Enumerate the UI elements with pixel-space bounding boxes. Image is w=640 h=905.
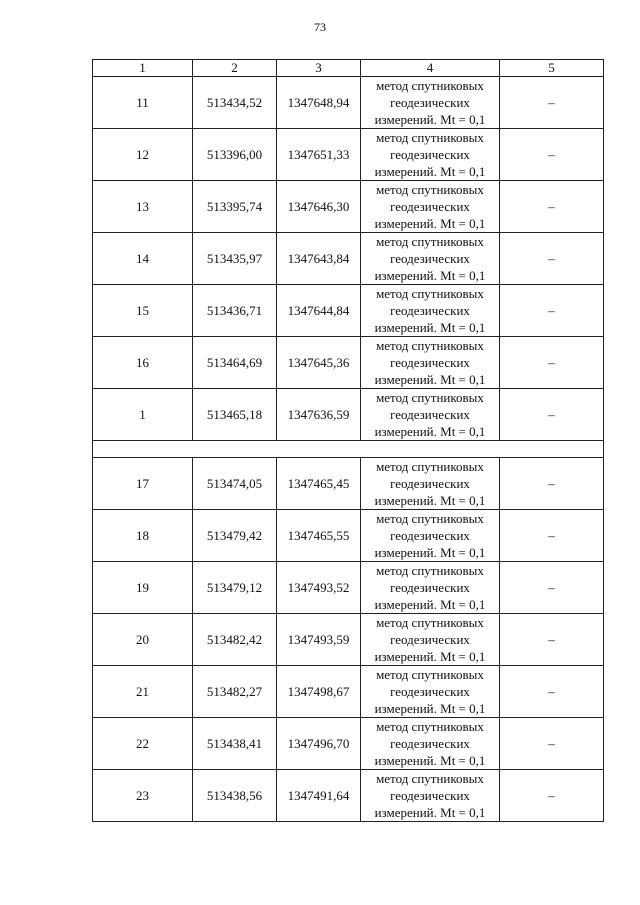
- method-line: геодезических: [390, 528, 470, 543]
- dash-value: –: [500, 458, 604, 510]
- method-line: метод спутниковых: [376, 459, 484, 474]
- method-line: метод спутниковых: [376, 130, 484, 145]
- coordinates-table: [92, 59, 604, 822]
- coordinate-x: 513395,74: [193, 181, 277, 233]
- method-line: метод спутниковых: [376, 338, 484, 353]
- dash-value: –: [500, 389, 604, 441]
- table-row: [93, 181, 604, 233]
- method-line: геодезических: [390, 147, 470, 162]
- table-row: [93, 510, 604, 562]
- header-col-3: 3: [277, 60, 361, 77]
- point-number: 19: [93, 562, 193, 614]
- method-line: геодезических: [390, 788, 470, 803]
- coordinate-x: 513465,18: [193, 389, 277, 441]
- separator-row: [93, 441, 604, 458]
- table-row: [93, 562, 604, 614]
- method-description: [361, 233, 500, 285]
- method-line: метод спутниковых: [376, 615, 484, 630]
- point-number: 17: [93, 458, 193, 510]
- table-row: [93, 718, 604, 770]
- method-description: [361, 562, 500, 614]
- point-number: 18: [93, 510, 193, 562]
- method-line: измерений. Mt = 0,1: [374, 805, 486, 820]
- method-description: [361, 285, 500, 337]
- method-description: [361, 666, 500, 718]
- dash-value: –: [500, 510, 604, 562]
- method-description: [361, 718, 500, 770]
- point-number: 14: [93, 233, 193, 285]
- dash-value: –: [500, 285, 604, 337]
- point-number: 20: [93, 614, 193, 666]
- method-line: метод спутниковых: [376, 719, 484, 734]
- method-line: геодезических: [390, 736, 470, 751]
- point-number: 21: [93, 666, 193, 718]
- coordinate-y: 1347646,30: [277, 181, 361, 233]
- coordinate-x: 513396,00: [193, 129, 277, 181]
- method-line: метод спутниковых: [376, 286, 484, 301]
- method-description: [361, 181, 500, 233]
- header-row: [93, 60, 604, 77]
- table-row: [93, 233, 604, 285]
- header-col-2: 2: [193, 60, 277, 77]
- table-row: [93, 389, 604, 441]
- method-line: метод спутниковых: [376, 182, 484, 197]
- coordinate-x: 513482,42: [193, 614, 277, 666]
- method-line: геодезических: [390, 355, 470, 370]
- dash-value: –: [500, 666, 604, 718]
- method-line: геодезических: [390, 407, 470, 422]
- method-line: метод спутниковых: [376, 390, 484, 405]
- method-description: [361, 129, 500, 181]
- dash-value: –: [500, 614, 604, 666]
- coordinate-y: 1347645,36: [277, 337, 361, 389]
- table-row: [93, 129, 604, 181]
- method-line: метод спутниковых: [376, 78, 484, 93]
- method-line: измерений. Mt = 0,1: [374, 545, 486, 560]
- method-line: метод спутниковых: [376, 667, 484, 682]
- table-row: [93, 770, 604, 822]
- method-line: геодезических: [390, 476, 470, 491]
- coordinate-y: 1347643,84: [277, 233, 361, 285]
- method-description: [361, 337, 500, 389]
- method-line: измерений. Mt = 0,1: [374, 753, 486, 768]
- method-line: измерений. Mt = 0,1: [374, 372, 486, 387]
- method-line: измерений. Mt = 0,1: [374, 597, 486, 612]
- method-line: измерений. Mt = 0,1: [374, 216, 486, 231]
- header-col-1: 1: [93, 60, 193, 77]
- coordinate-y: 1347648,94: [277, 77, 361, 129]
- method-description: [361, 389, 500, 441]
- method-line: метод спутниковых: [376, 511, 484, 526]
- table-row: [93, 458, 604, 510]
- method-line: метод спутниковых: [376, 771, 484, 786]
- table-row: [93, 77, 604, 129]
- method-description: [361, 458, 500, 510]
- dash-value: –: [500, 77, 604, 129]
- method-line: метод спутниковых: [376, 563, 484, 578]
- coordinate-x: 513436,71: [193, 285, 277, 337]
- coordinate-y: 1347651,33: [277, 129, 361, 181]
- method-description: [361, 770, 500, 822]
- method-line: геодезических: [390, 95, 470, 110]
- coordinate-y: 1347493,52: [277, 562, 361, 614]
- method-line: геодезических: [390, 251, 470, 266]
- dash-value: –: [500, 718, 604, 770]
- coordinate-x: 513479,42: [193, 510, 277, 562]
- coordinate-x: 513464,69: [193, 337, 277, 389]
- coordinate-x: 513474,05: [193, 458, 277, 510]
- dash-value: –: [500, 129, 604, 181]
- method-line: измерений. Mt = 0,1: [374, 701, 486, 716]
- point-number: 23: [93, 770, 193, 822]
- point-number: 1: [93, 389, 193, 441]
- method-line: измерений. Mt = 0,1: [374, 320, 486, 335]
- table-row: [93, 614, 604, 666]
- header-col-5: 5: [500, 60, 604, 77]
- table-row: [93, 285, 604, 337]
- dash-value: –: [500, 562, 604, 614]
- coordinate-y: 1347496,70: [277, 718, 361, 770]
- coordinate-x: 513438,41: [193, 718, 277, 770]
- table-row: [93, 337, 604, 389]
- method-line: метод спутниковых: [376, 234, 484, 249]
- method-line: измерений. Mt = 0,1: [374, 493, 486, 508]
- separator-cell: [93, 441, 604, 458]
- method-description: [361, 614, 500, 666]
- method-line: измерений. Mt = 0,1: [374, 649, 486, 664]
- coordinate-y: 1347644,84: [277, 285, 361, 337]
- coordinate-y: 1347636,59: [277, 389, 361, 441]
- table-row: [93, 666, 604, 718]
- method-line: геодезических: [390, 632, 470, 647]
- dash-value: –: [500, 770, 604, 822]
- dash-value: –: [500, 337, 604, 389]
- table-body: [93, 77, 604, 822]
- page-number: 73: [314, 20, 326, 34]
- method-line: геодезических: [390, 303, 470, 318]
- dash-value: –: [500, 233, 604, 285]
- point-number: 11: [93, 77, 193, 129]
- method-line: геодезических: [390, 684, 470, 699]
- method-line: геодезических: [390, 199, 470, 214]
- point-number: 12: [93, 129, 193, 181]
- coordinate-y: 1347498,67: [277, 666, 361, 718]
- method-line: измерений. Mt = 0,1: [374, 112, 486, 127]
- point-number: 13: [93, 181, 193, 233]
- coordinate-y: 1347493,59: [277, 614, 361, 666]
- coordinate-y: 1347491,64: [277, 770, 361, 822]
- coordinate-x: 513434,52: [193, 77, 277, 129]
- method-line: измерений. Mt = 0,1: [374, 424, 486, 439]
- method-description: [361, 77, 500, 129]
- coordinate-x: 513479,12: [193, 562, 277, 614]
- point-number: 15: [93, 285, 193, 337]
- point-number: 16: [93, 337, 193, 389]
- method-line: измерений. Mt = 0,1: [374, 164, 486, 179]
- header-col-4: 4: [361, 60, 500, 77]
- method-line: измерений. Mt = 0,1: [374, 268, 486, 283]
- coordinate-x: 513435,97: [193, 233, 277, 285]
- coordinate-x: 513482,27: [193, 666, 277, 718]
- dash-value: –: [500, 181, 604, 233]
- point-number: 22: [93, 718, 193, 770]
- method-line: геодезических: [390, 580, 470, 595]
- coordinate-x: 513438,56: [193, 770, 277, 822]
- coordinate-y: 1347465,55: [277, 510, 361, 562]
- coordinate-y: 1347465,45: [277, 458, 361, 510]
- method-description: [361, 510, 500, 562]
